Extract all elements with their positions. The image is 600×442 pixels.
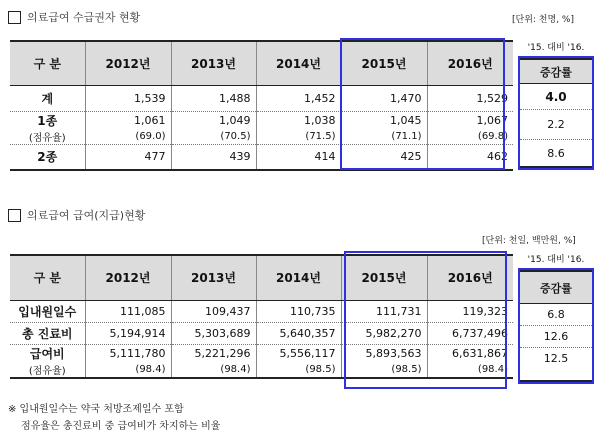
cell-value: (69.0) [85,129,171,145]
header-2012: 2012년 [85,41,171,85]
cell-value: 477 [85,144,171,170]
cell-value: 1,049 [171,111,256,129]
cell-value: 1,488 [171,85,256,111]
section2-comparison [518,252,594,384]
cell-value: (98.4) [85,362,171,378]
row-label: (점유율) [10,129,85,145]
header-category: 구 분 [10,41,85,85]
cell-value: 111,085 [85,300,171,322]
section1-unit: [단위: 천명, %] [512,15,574,25]
cell-value: 5,111,780 [85,344,171,362]
header-2016: 2016년 [427,255,513,300]
row-label: 계 [10,85,85,111]
comparison-value: 8.6 [520,140,592,168]
cell-value: 109,437 [171,300,256,322]
header-2016: 2016년 [427,41,513,85]
comparison-header: '15. 대비 '16. [527,255,585,265]
cell-value: 1,452 [256,85,341,111]
cell-value: (71.5) [256,129,341,145]
cell-value: 111,731 [341,300,427,322]
section2-title [8,207,145,223]
cell-value: 1,067 [427,111,513,129]
cell-value: 5,556,117 [256,344,341,362]
section1-title [8,9,140,25]
cell-value: (98.5) [341,362,427,378]
cell-value: (98.4) [171,362,256,378]
row-label: 입내원일수 [10,300,85,322]
header-2014: 2014년 [256,255,341,300]
cell-value: 1,038 [256,111,341,129]
header-2013: 2013년 [171,41,256,85]
comparison-value: 12.5 [520,348,592,382]
row-label: 급여비 [29,346,65,361]
header-2015: 2015년 [341,255,427,300]
cell-value: 5,982,270 [341,322,427,344]
highlight-2015-2016 [340,38,505,170]
header-2015: 2015년 [341,41,427,85]
cell-value: 1,529 [427,85,513,111]
checkbox-square-icon [8,209,21,222]
cell-value: (69.8) [427,129,513,145]
cell-value: 1,539 [85,85,171,111]
comparison-label: 증감률 [520,270,592,304]
cell-value: (70.5) [171,129,256,145]
row-label: 총 진료비 [10,322,85,344]
cell-value: 1,061 [85,111,171,129]
cell-value: 110,735 [256,300,341,322]
comparison-value: 4.0 [520,84,592,110]
comparison-value: 6.8 [520,304,592,326]
comparison-box [518,56,594,170]
section2-unit: [단위: 천일, 백만원, %] [482,236,576,246]
comparison-label: 증감률 [520,58,592,84]
header-2014: 2014년 [256,41,341,85]
checkbox-square-icon [8,11,21,24]
footnote: 점유율은 총진료비 중 급여비가 차지하는 비율 [21,421,221,432]
cell-value: 6,737,496 [427,322,513,344]
cell-value: 414 [256,144,341,170]
cell-value: 5,303,689 [171,322,256,344]
cell-value: 119,323 [427,300,513,322]
cell-value: 462 [427,144,513,170]
footnotes [8,401,220,435]
cell-value: (71.1) [341,129,427,145]
cell-value: 1,045 [341,111,427,129]
highlight-2015-2016 [344,251,507,389]
footnote: ※ 입내원일수는 약국 처방조제일수 포함 [8,404,184,415]
comparison-box [518,268,594,384]
comparison-value: 2.2 [520,110,592,140]
cell-value: 1,470 [341,85,427,111]
cell-value: 5,221,296 [171,344,256,362]
cell-value: 5,640,357 [256,322,341,344]
row-label: 2종 [10,144,85,170]
section1-comparison [518,40,594,170]
comparison-header: '15. 대비 '16. [527,43,585,53]
cell-value: 5,893,563 [341,344,427,362]
row-label: 1종 [37,113,58,128]
cell-value: (98.5) [256,362,341,378]
section2-title-text: 의료급여 급여(지급)현황 [27,209,146,222]
header-2013: 2013년 [171,255,256,300]
cell-value: 6,631,867 [427,344,513,362]
section1-title-text: 의료급여 수급권자 현황 [27,11,141,24]
header-2012: 2012년 [85,255,171,300]
cell-value: 425 [341,144,427,170]
row-label: (점유율) [10,362,85,378]
comparison-value: 12.6 [520,326,592,348]
cell-value: 5,194,914 [85,322,171,344]
header-category: 구 분 [10,255,85,300]
cell-value: (98.4) [427,362,513,378]
cell-value: 439 [171,144,256,170]
